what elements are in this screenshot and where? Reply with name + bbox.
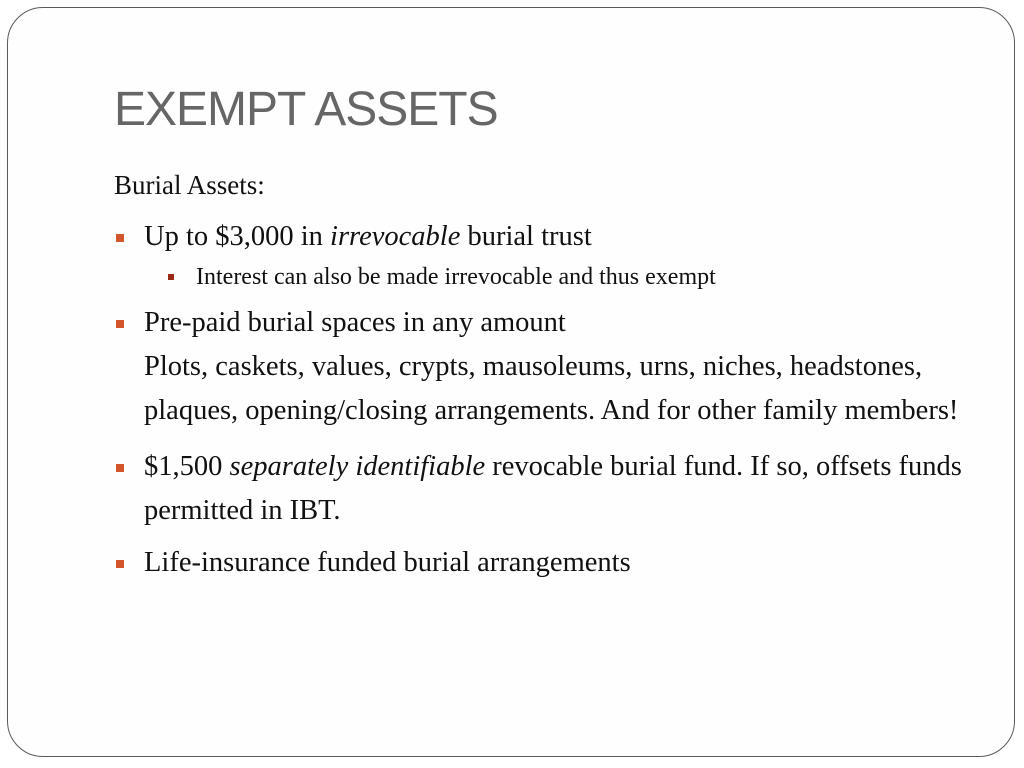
bullet-text-post: burial trust xyxy=(460,221,592,253)
intro-text: Burial Assets: xyxy=(114,170,265,200)
bullet-list xyxy=(114,215,974,345)
sub-bullet-list xyxy=(144,261,974,293)
bullet-item-life-insurance xyxy=(114,541,974,585)
square-bullet-icon xyxy=(116,320,124,328)
bullet-list-continued xyxy=(114,445,974,585)
slide-content xyxy=(114,168,974,593)
small-square-bullet-icon xyxy=(168,274,174,280)
square-bullet-icon xyxy=(116,560,124,568)
bullet-item-revocable-fund xyxy=(114,445,974,533)
square-bullet-icon xyxy=(116,234,124,242)
bullet-item-prepaid xyxy=(114,301,974,345)
bullet-text-pre: $1,500 xyxy=(144,451,230,483)
sub-bullet-text: Interest can also be made irrevocable and thus exempt xyxy=(196,264,716,291)
sub-bullet-item-interest xyxy=(144,261,974,293)
square-bullet-icon xyxy=(116,464,124,472)
bullet-text: Life-insurance funded burial arrangements xyxy=(144,547,631,579)
bullet-text-post: revocable burial fund. If so, offsets funds permitted in IBT. xyxy=(144,451,962,527)
bullet-item-trust xyxy=(114,215,974,293)
bullet-text-italic: separately identifiable xyxy=(229,451,486,483)
prepaid-detail-paragraph: Plots, caskets, values, crypts, mausoleums, urns, niches, headstones, plaques, opening/closing arrangements. And for other family members! xyxy=(144,351,959,427)
bullet-text-italic: irrevocable xyxy=(330,221,461,253)
bullet-text-pre: Up to $3,000 in xyxy=(144,221,331,253)
slide-title: EXEMPT ASSETS xyxy=(114,83,498,136)
bullet-text: Pre-paid burial spaces in any amount xyxy=(144,307,566,339)
